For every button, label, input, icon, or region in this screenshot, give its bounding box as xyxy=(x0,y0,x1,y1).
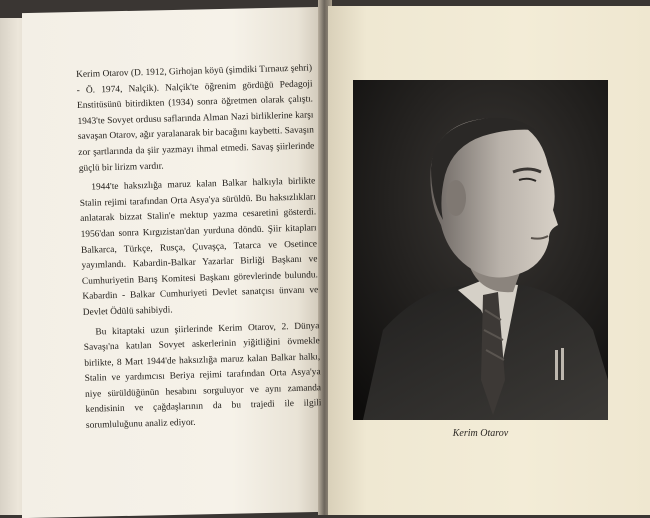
paragraph-3: Bu kitaptaki uzun şiirlerinde Kerim Otarov, 2. Dünya Savaşı'na katılan Sovyet askerlerinin yiğitliğini övmekle birlikte, 8 Mart 1944'de haksızlığa maruz kalan Balkar halkı, Stalin ve yardımcısı Beriya rejimi tarafından Orta Asya'ya niye sürüldüğünün hesabını sorguluyor ve aynı zamanda kendisinin ve çağdaşlarının da bu trajedi ile ilgili sorumluluğunu analiz ediyor. xyxy=(83,320,322,431)
portrait-photo xyxy=(353,80,608,420)
biography-text xyxy=(76,61,322,438)
paragraph-1: Kerim Otarov (D. 1912, Girhojan köyü (şimdiki Tırnauz şehri) - Ö. 1974, Nalçik). Nalçik'te öğrenim gördüğü Pedagoji Enstitüsünü bitirdikten (1934) sonra öğretmen olarak çalıştı. 1943'te Sovyet ordusu saflarında Alman Nazi birliklerine karşı savaşan Otarov, ağır yaralanarak bir bacağını kaybetti. Savaşın zor şartlarında da şiir yazmayı ihmal etmedi. Savaş şiirlerinde güçlü bir lirizm vardır. xyxy=(76,63,315,174)
paragraph-2: 1944'te haksızlığa maruz kalan Balkar halkıyla birlikte Stalin rejimi tarafından Orta Asya'ya sürüldü. Bu haksızlıkları anlatarak bizzat Stalin'e mektup yazma cesaretini gösterdi. 1956'dan sonra Kırgızistan'dan yurduna döndü. Şiir kitapları Balkarca, Türkçe, Rusça, Çuvaşça, Tatarca ve Osetince yayımlandı. Kabardin-Balkar Yazarlar Birliği Başkanı ve Cumhuriyetin Barış Komitesi Başkanı görevlerinde bulundu. Kabardin - Balkar Cumhuriyeti Devlet sanatçısı ünvanı ve Devlet Ödülü sahibiydi. xyxy=(79,176,319,318)
portrait-illustration xyxy=(353,80,608,420)
photo-caption: Kerim Otarov xyxy=(452,428,509,439)
